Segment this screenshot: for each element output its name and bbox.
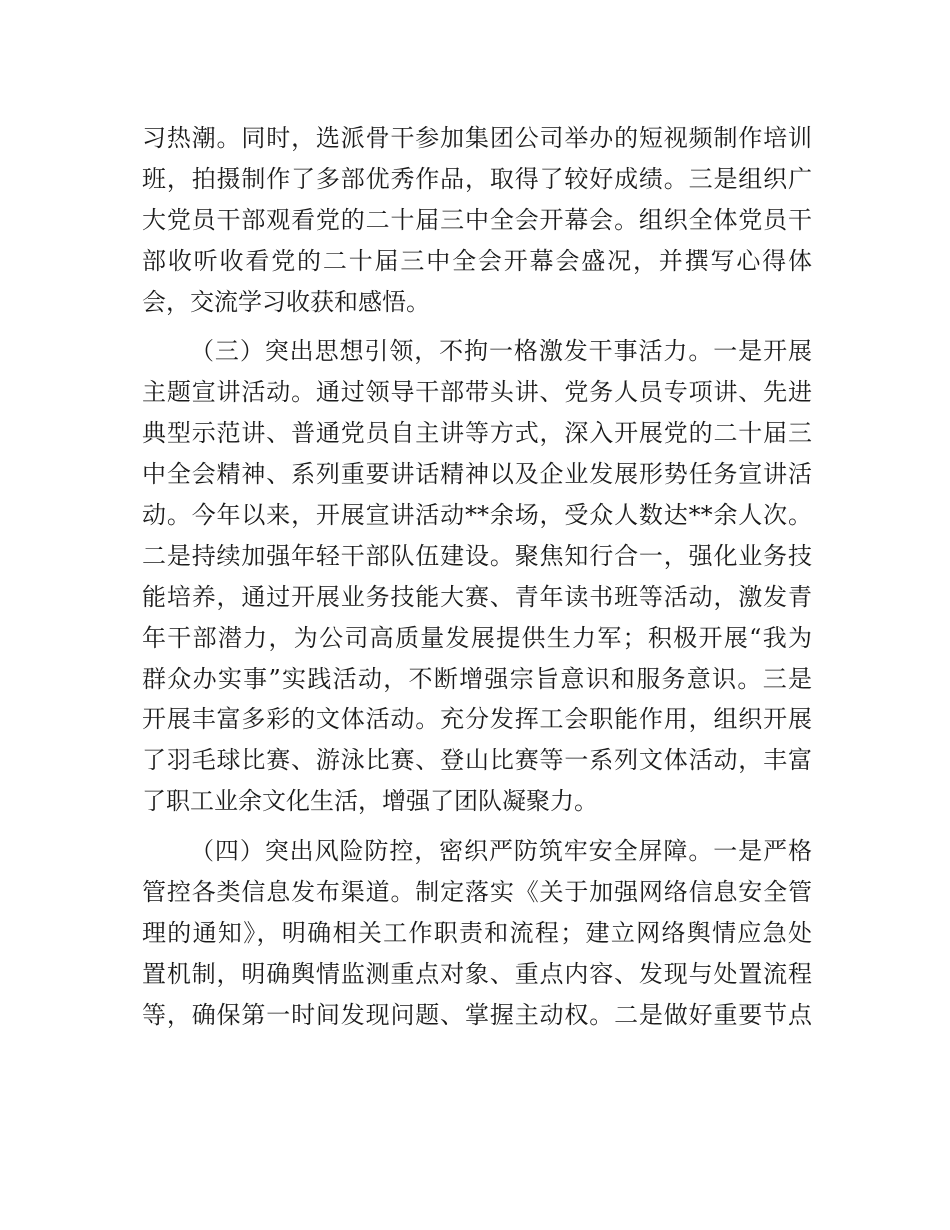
text-line: 置机制，明确舆情监测重点对象、重点内容、发现与处置流程 <box>142 959 812 988</box>
paragraph-section-3 <box>142 331 812 822</box>
text-line: 动。今年以来，开展宣讲活动**余场，受众人数达**余人次。 <box>142 501 812 530</box>
text-line: 班，拍摄制作了多部优秀作品，取得了较好成绩。三是组织广 <box>142 164 812 193</box>
text-line: 会，交流学习收获和感悟。 <box>142 287 430 316</box>
text-line: 理的通知》，明确相关工作职责和流程；建立网络舆情应急处 <box>142 918 812 947</box>
text-line: 了羽毛球比赛、游泳比赛、登山比赛等一系列文体活动，丰富 <box>142 746 812 775</box>
text-line: 开展丰富多彩的文体活动。充分发挥工会职能作用，组织开展 <box>142 705 812 734</box>
text-line: 等，确保第一时间发现问题、掌握主动权。二是做好重要节点 <box>142 1000 812 1029</box>
text-line: 管控各类信息发布渠道。制定落实《关于加强网络信息安全管 <box>142 878 812 907</box>
text-line: 能培养，通过开展业务技能大赛、青年读书班等活动，激发青 <box>142 582 812 611</box>
text-line: 中全会精神、系列重要讲话精神以及企业发展形势任务宣讲活 <box>142 460 812 489</box>
text-line: 群众办实事”实践活动，不断增强宗旨意识和服务意识。三是 <box>142 664 812 693</box>
text-line: 年干部潜力，为公司高质量发展提供生力军；积极开展“我为 <box>142 623 812 652</box>
section-heading-line: （四）突出风险防控，密织严防筑牢安全屏障。一是严格 <box>190 837 812 866</box>
text-line: 二是持续加强年轻干部队伍建设。聚焦知行合一，强化业务技 <box>142 541 812 570</box>
text-line: 部收听收看党的二十届三中全会开幕会盛况，并撰写心得体 <box>142 246 812 275</box>
paragraph-section-4 <box>142 831 812 1035</box>
document-body <box>142 118 812 1045</box>
text-line: 习热潮。同时，选派骨干参加集团公司举办的短视频制作培训 <box>142 124 812 152</box>
text-line: 大党员干部观看党的二十届三中全会开幕会。组织全体党员干 <box>142 205 812 234</box>
text-line: 典型示范讲、普通党员自主讲等方式，深入开展党的二十届三 <box>142 419 812 448</box>
section-heading-line: （三）突出思想引领，不拘一格激发干事活力。一是开展 <box>190 337 812 366</box>
text-line: 主题宣讲活动。通过领导干部带头讲、党务人员专项讲、先进 <box>142 378 812 407</box>
paragraph-continued <box>142 118 812 322</box>
text-line: 了职工业余文化生活，增强了团队凝聚力。 <box>142 787 598 816</box>
